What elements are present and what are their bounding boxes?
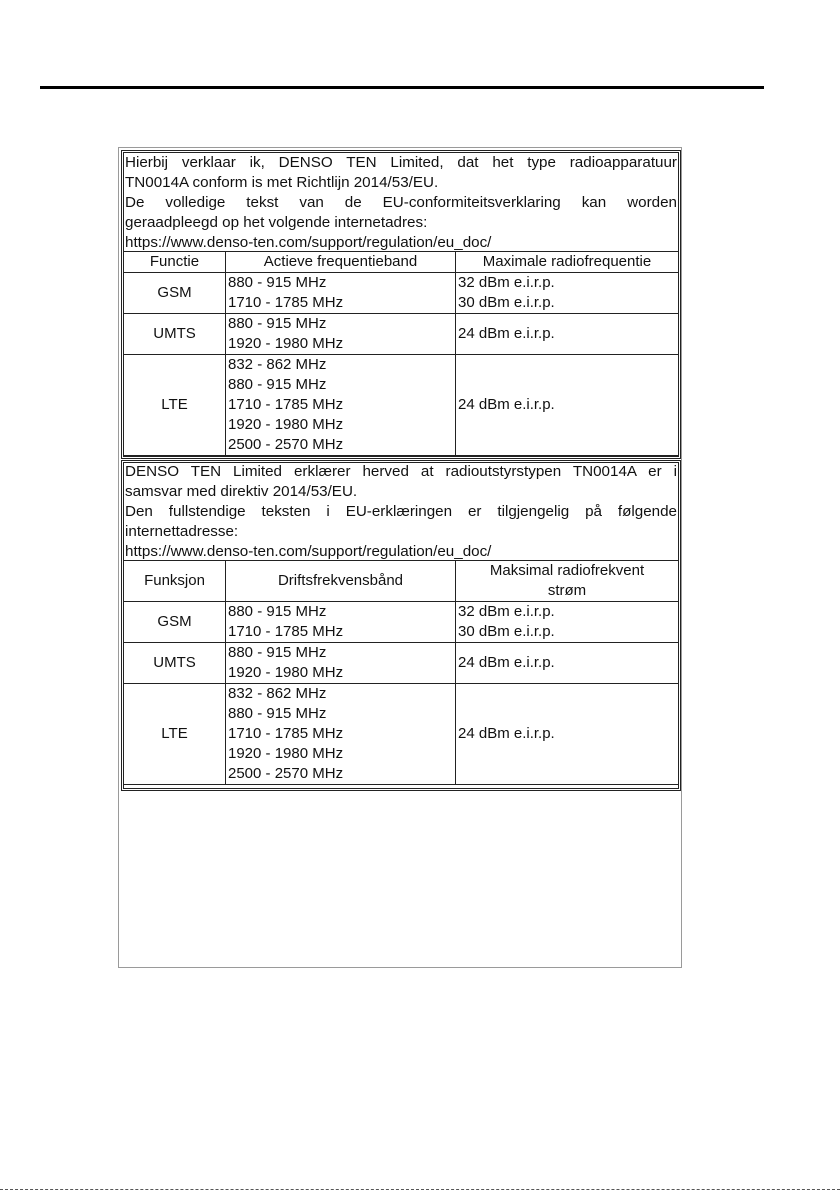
power-cell: 24 dBm e.i.r.p.: [456, 684, 679, 785]
declaration-url: https://www.denso-ten.com/support/regulation/eu_doc/: [125, 234, 492, 251]
table-row: [124, 355, 679, 456]
function-cell: GSM: [124, 273, 226, 314]
column-header-function: Funksjon: [124, 561, 226, 602]
band-cell: 832 - 862 MHz 880 - 915 MHz 1710 - 1785 MHz 1920 - 1980 MHz 2500 - 2570 MHz: [226, 684, 456, 785]
frequency-table-norwegian: [123, 560, 679, 785]
band-cell: 832 - 862 MHz 880 - 915 MHz 1710 - 1785 MHz 1920 - 1980 MHz 2500 - 2570 MHz: [226, 355, 456, 456]
declaration-line: De volledige tekst van de EU-conformiteitsverklaring kan worden: [125, 194, 677, 211]
declaration-url: https://www.denso-ten.com/support/regulation/eu_doc/: [125, 543, 492, 560]
power-cell: 24 dBm e.i.r.p.: [456, 355, 679, 456]
declaration-line: geraadpleegd op het volgende internetadres:: [125, 214, 428, 231]
frequency-table-dutch: [123, 251, 679, 456]
table-row: [124, 684, 679, 785]
declaration-text-dutch: [125, 153, 677, 253]
band-cell: 880 - 915 MHz 1920 - 1980 MHz: [226, 643, 456, 684]
function-cell: UMTS: [124, 314, 226, 355]
table-row: [124, 643, 679, 684]
page-bottom-edge: [0, 1189, 840, 1190]
declaration-line: Hierbij verklaar ik, DENSO TEN Limited, dat het type radioapparatuur: [125, 154, 677, 171]
function-cell: LTE: [124, 355, 226, 456]
table-row: [124, 602, 679, 643]
table-row: [124, 273, 679, 314]
table-header-row: [124, 561, 679, 602]
band-cell: 880 - 915 MHz 1710 - 1785 MHz: [226, 273, 456, 314]
column-header-band: Actieve frequentieband: [226, 252, 456, 273]
power-cell: 32 dBm e.i.r.p. 30 dBm e.i.r.p.: [456, 273, 679, 314]
column-header-power: Maksimal radiofrekvent strøm: [456, 561, 679, 602]
header-rule: [40, 86, 764, 89]
power-cell: 24 dBm e.i.r.p.: [456, 643, 679, 684]
declaration-line: samsvar med direktiv 2014/53/EU.: [125, 483, 358, 500]
function-cell: GSM: [124, 602, 226, 643]
declaration-line: DENSO TEN Limited erklærer herved at radioutstyrstypen TN0014A er i: [125, 463, 677, 480]
column-header-power: Maximale radiofrequentie: [456, 252, 679, 273]
declaration-text-norwegian: [125, 462, 677, 562]
band-cell: 880 - 915 MHz 1920 - 1980 MHz: [226, 314, 456, 355]
declaration-dutch: [121, 150, 681, 459]
blank-area: [121, 792, 681, 966]
table-header-row: [124, 252, 679, 273]
declaration-line: TN0014A conform is met Richtlijn 2014/53/EU.: [125, 174, 439, 191]
column-header-band: Driftsfrekvensbånd: [226, 561, 456, 602]
power-cell: 24 dBm e.i.r.p.: [456, 314, 679, 355]
declaration-line: Den fullstendige teksten i EU-erklæringen er tilgjengelig på følgende: [125, 503, 677, 520]
declaration-norwegian: [121, 460, 681, 791]
function-cell: LTE: [124, 684, 226, 785]
column-header-function: Functie: [124, 252, 226, 273]
power-cell: 32 dBm e.i.r.p. 30 dBm e.i.r.p.: [456, 602, 679, 643]
band-cell: 880 - 915 MHz 1710 - 1785 MHz: [226, 602, 456, 643]
function-cell: UMTS: [124, 643, 226, 684]
declaration-line: internettadresse:: [125, 523, 239, 540]
table-row: [124, 314, 679, 355]
